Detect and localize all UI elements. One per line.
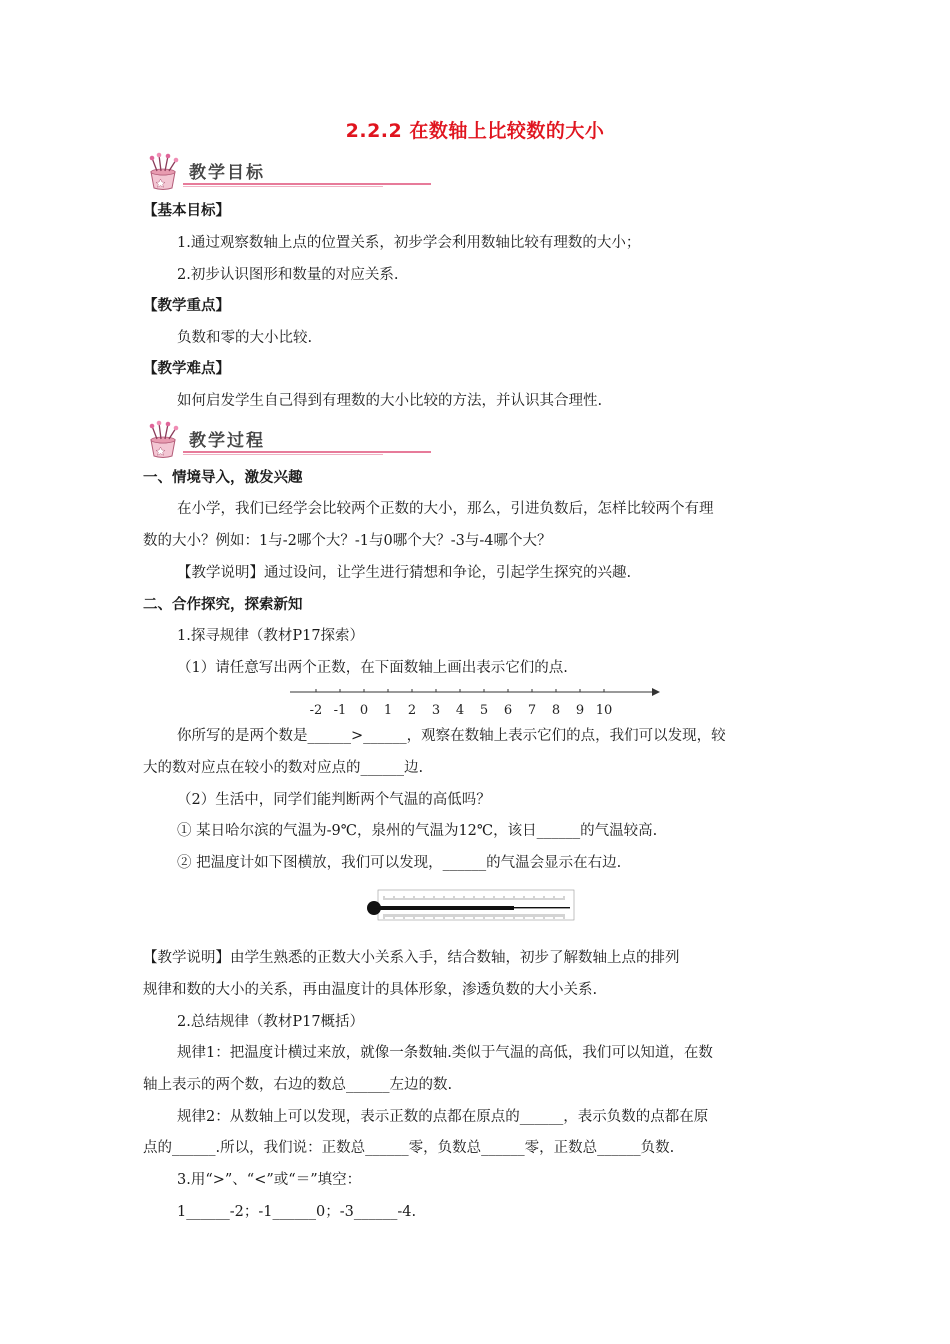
text-line: ② 把温度计如下图横放，我们可以发现，______的气温会显示在右边. [177, 855, 622, 871]
heading-key-points: 【教学重点】 [143, 298, 230, 314]
number-line-arrow-icon [652, 688, 660, 696]
text-line: 规律1：把温度计横过来放，就像一条数轴.类似于气温的高低，我们可以知道，在数 [177, 1045, 713, 1061]
number-line-tick-label: 7 [527, 703, 537, 718]
text-line: 2.总结规律（教材P17概括） [177, 1014, 365, 1030]
text-line: 在小学，我们已经学会比较两个正数的大小，那么，引进负数后，怎样比较两个有理 [177, 501, 714, 517]
banner-divider-thin [183, 454, 383, 455]
banner-label: 教学目标 [189, 163, 265, 183]
banner-divider [183, 451, 431, 453]
number-line-tick-label: 4 [455, 703, 465, 718]
text-line: 规律和数的大小的关系，再由温度计的具体形象，渗透负数的大小关系. [143, 982, 598, 998]
number-line-tick-label: 6 [503, 703, 513, 718]
text-line: 大的数对应点在较小的数对应点的______边. [143, 760, 424, 776]
number-line-tick-label: 2 [407, 703, 417, 718]
text-line: 1.探寻规律（教材P17探索） [177, 628, 365, 644]
flower-pot-icon [143, 420, 183, 460]
heading-basic-goals: 【基本目标】 [143, 203, 230, 219]
text-line: （2）生活中，同学们能判断两个气温的高低吗？ [177, 792, 491, 808]
section-banner-process [143, 420, 293, 460]
text-line: 如何启发学生自己得到有理数的大小比较的方法，并认识其合理性. [177, 393, 603, 409]
number-line-tick-label: 8 [551, 703, 561, 718]
banner-label: 教学过程 [189, 431, 265, 451]
text-line: ① 某日哈尔滨的气温为-9℃，泉州的气温为12℃，该日______的气温较高. [177, 823, 658, 839]
banner-divider-thin [183, 186, 383, 187]
heading-part-2: 二、合作探究，探索新知 [143, 597, 303, 613]
section-banner-goals [143, 152, 293, 192]
text-line: 点的______.所以，我们说：正数总______零，负数总______零，正数总______负数. [143, 1140, 675, 1156]
number-line-tick-label: 9 [575, 703, 585, 718]
number-line-tick-label: 0 [359, 703, 369, 718]
number-line-tick-label: 1 [383, 703, 393, 718]
number-line-tick-label: 5 [479, 703, 489, 718]
number-line-tick-label: -2 [309, 703, 323, 718]
text-line: 数的大小？例如：1与-2哪个大？-1与0哪个大？-3与-4哪个大？ [143, 533, 552, 549]
text-line: 轴上表示的两个数，右边的数总______左边的数. [143, 1077, 453, 1093]
text-line: 1______-2；-1______0；-3______-4. [177, 1204, 417, 1220]
number-line-tick-label: 10 [595, 703, 613, 718]
text-line: 你所写的是两个数是______>______，观察在数轴上表示它们的点，我们可以发现，较 [177, 728, 726, 744]
heading-part-1: 一、情境导入，激发兴趣 [143, 470, 303, 486]
thermometer-icon [362, 884, 592, 924]
banner-divider [183, 183, 431, 185]
text-line: 1.通过观察数轴上点的位置关系，初步学会利用数轴比较有理数的大小； [177, 235, 641, 251]
number-line-tick-label: -1 [333, 703, 347, 718]
text-line: 负数和零的大小比较. [177, 330, 313, 346]
teaching-note: 【教学说明】由学生熟悉的正数大小关系入手，结合数轴，初步了解数轴上点的排列 [143, 950, 680, 966]
heading-difficulties: 【教学难点】 [143, 361, 230, 377]
flower-pot-icon [143, 152, 183, 192]
teaching-note: 【教学说明】通过设问，让学生进行猜想和争论，引起学生探究的兴趣. [177, 565, 632, 581]
number-line [286, 684, 666, 720]
page-title: 2.2.2 在数轴上比较数的大小 [345, 120, 605, 142]
text-line: 3.用“>”、“<”或“＝”填空： [177, 1172, 362, 1188]
text-line: 规律2：从数轴上可以发现，表示正数的点都在原点的______，表示负数的点都在原 [177, 1109, 709, 1125]
number-line-tick-label: 3 [431, 703, 441, 718]
text-line: 2.初步认识图形和数量的对应关系. [177, 267, 399, 283]
text-line: （1）请任意写出两个正数，在下面数轴上画出表示它们的点. [177, 660, 568, 676]
